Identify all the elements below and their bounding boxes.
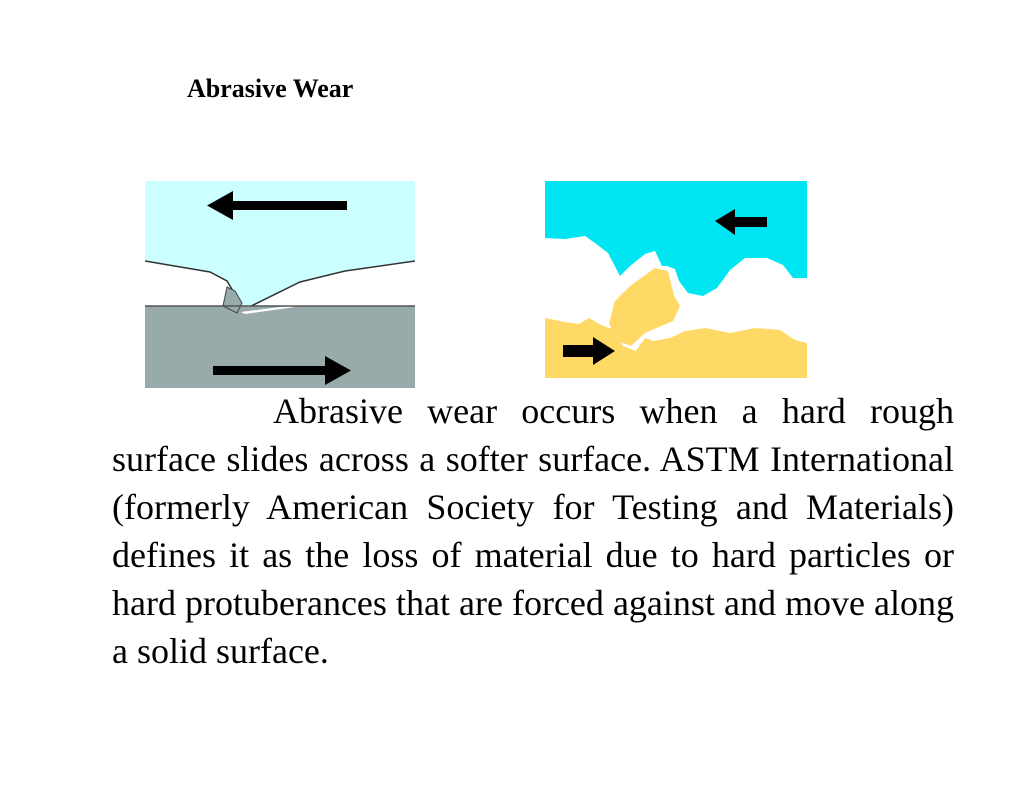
lower-soft-surface [145,306,415,388]
body-paragraph: Abrasive wear occurs when a hard rough surface slides across a softer surface. ASTM International (formerly American Society for Testing and Materials) defines it as the loss of material due to hard particles or hard protuberances that are forced against and move along a solid surface. [112,391,954,671]
two-body-abrasion-diagram [145,181,415,388]
slide-title: Abrasive Wear [187,74,354,103]
three-body-abrasion-diagram [545,181,807,378]
